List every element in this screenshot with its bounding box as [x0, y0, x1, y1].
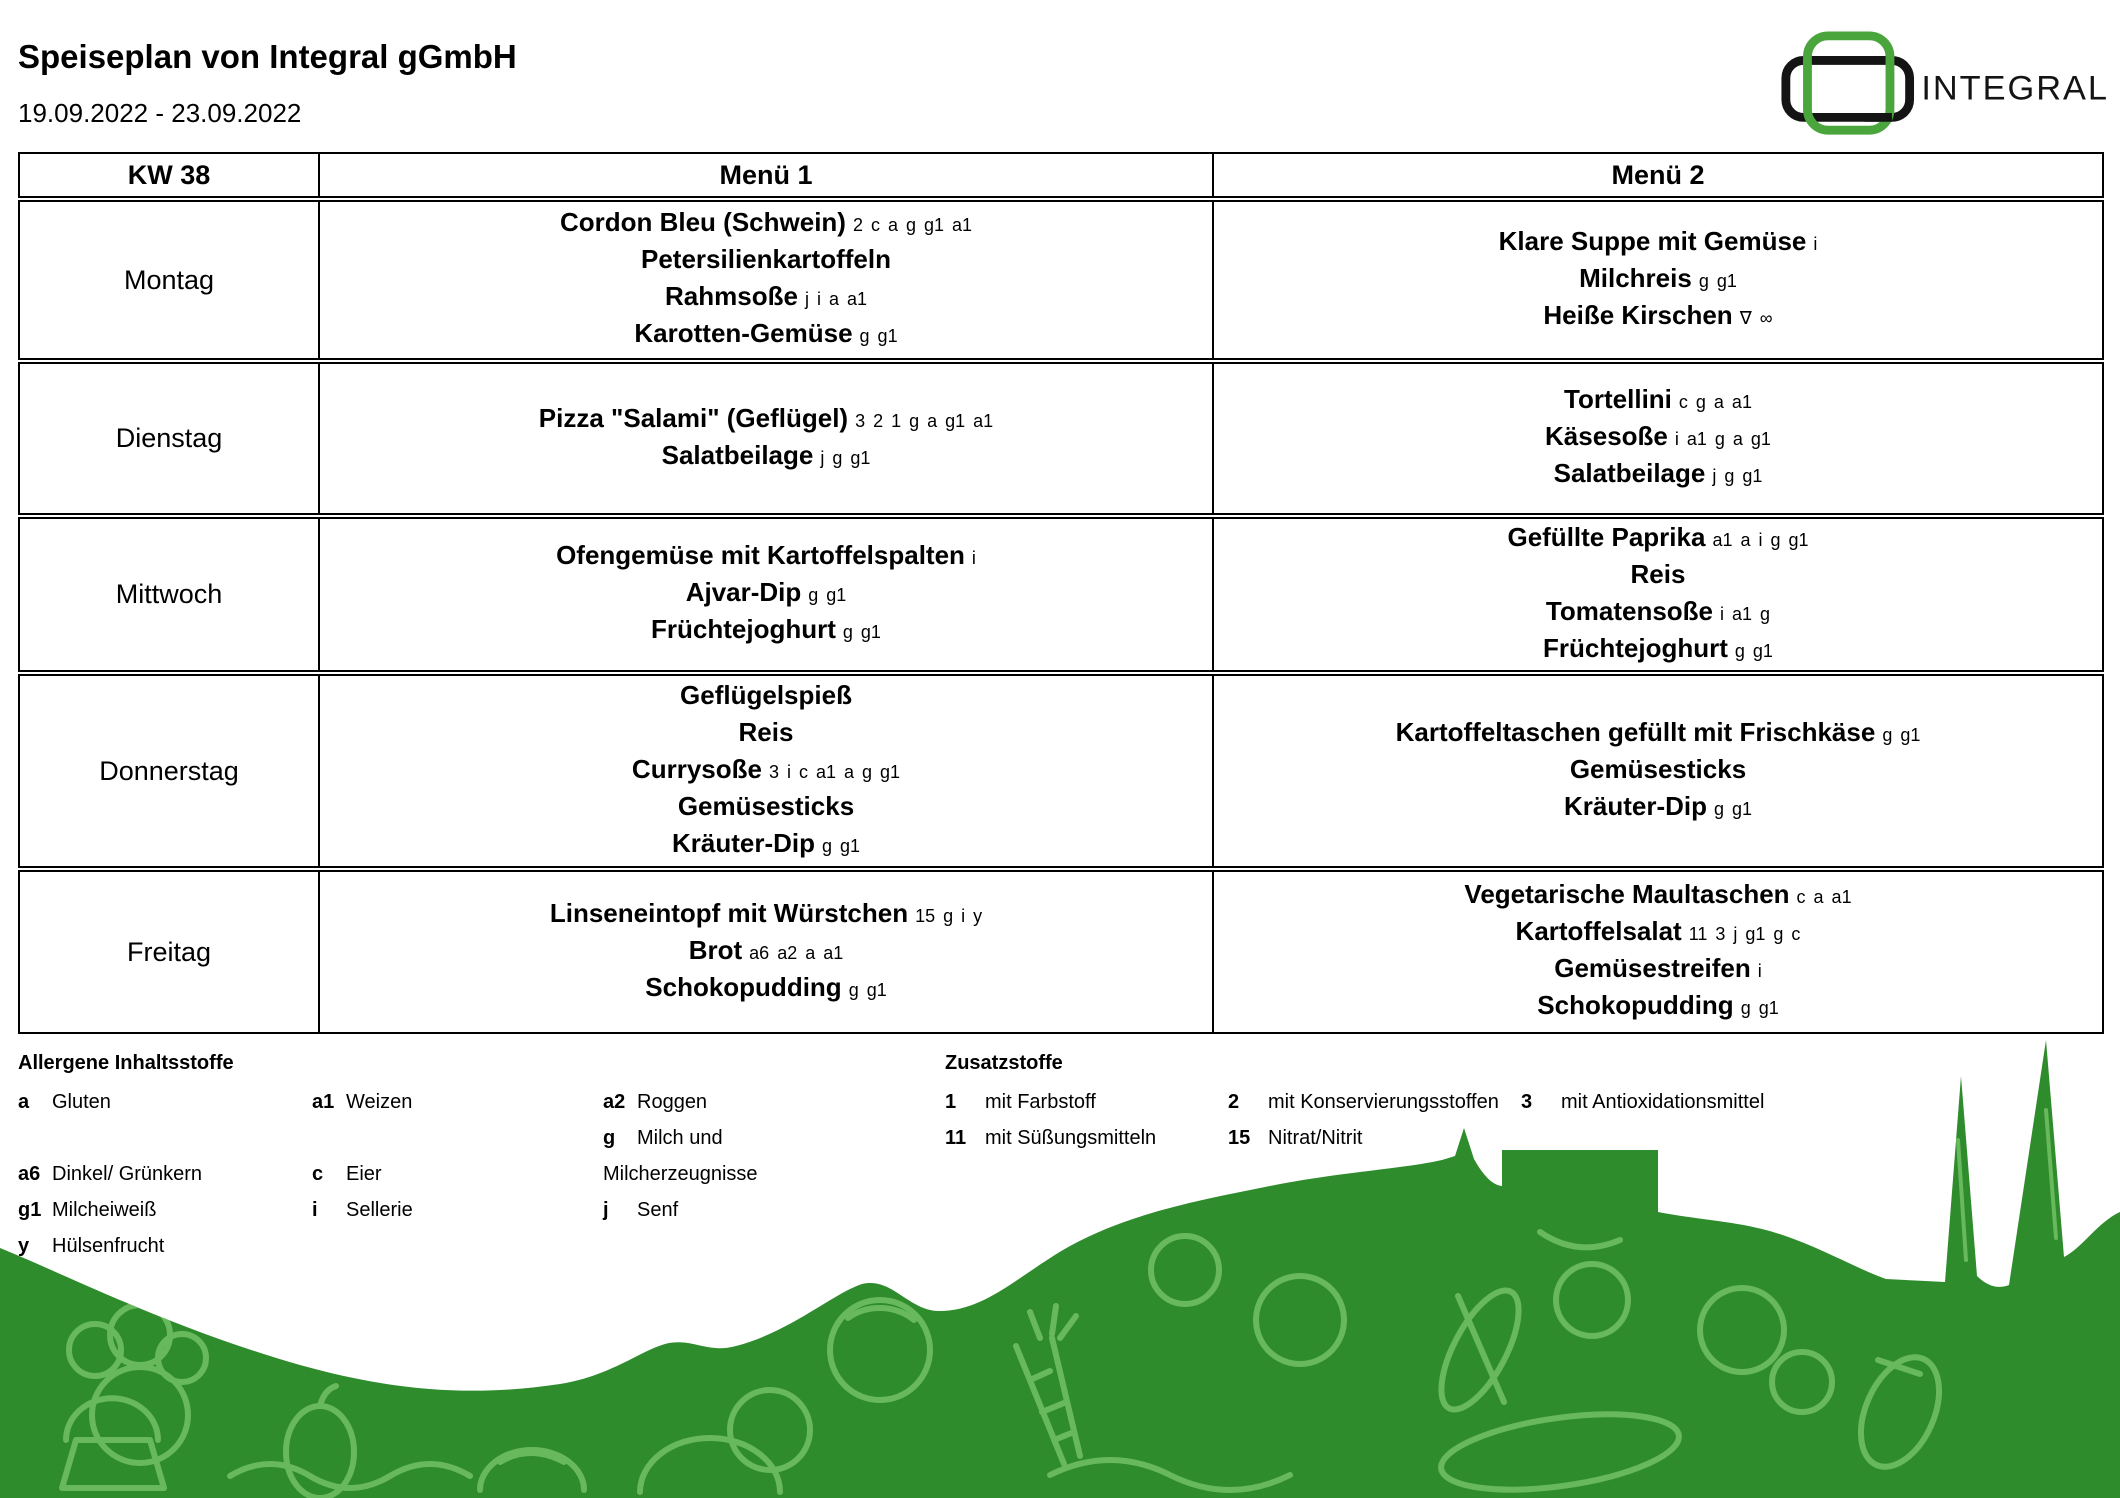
dish-codes: 2 c a g g1 a1 — [852, 215, 973, 235]
legend-code: j — [603, 1199, 609, 1221]
dish-codes: c g a a1 — [1678, 392, 1752, 412]
dish-name: Geflügelspieß — [680, 679, 852, 710]
menu-cell-1 — [319, 199, 1213, 361]
day-cell: Freitag — [19, 869, 319, 1033]
page-title: Speiseplan von Integral gGmbH — [18, 38, 517, 75]
menu-cell-1 — [319, 361, 1213, 516]
allergen-column-3 — [603, 1084, 813, 1228]
menu-table-body — [19, 199, 2103, 1033]
dish-codes: i — [971, 548, 976, 568]
table-row — [19, 199, 2103, 361]
column-header-week: KW 38 — [19, 153, 319, 199]
dish-name: Brot — [688, 934, 743, 965]
additives-column-2 — [1228, 1084, 1518, 1156]
dish-codes: 3 2 1 g a g1 a1 — [855, 410, 994, 431]
dish-line — [1214, 262, 2102, 299]
header-row — [19, 153, 2103, 199]
dish-codes: g g1 — [842, 622, 881, 642]
dish-name: Karotten-Gemüse — [634, 318, 853, 348]
menu-cell-1 — [319, 869, 1213, 1033]
menu-cell-2 — [1213, 516, 2103, 673]
dish-name: Currysoße — [631, 753, 762, 784]
legend-label: Weizen — [346, 1091, 413, 1113]
additives-legend-title: Zusatzstoffe — [945, 1052, 1063, 1074]
dish-codes: i a1 g — [1720, 603, 1771, 624]
dish-name: Kartoffelsalat — [1515, 916, 1682, 946]
dish-line — [320, 971, 1212, 1008]
legend-code: g1 — [18, 1199, 42, 1221]
allergen-legend-title: Allergene Inhaltsstoffe — [18, 1052, 234, 1074]
dish-name: Früchtejoghurt — [651, 614, 836, 644]
legend-item — [312, 1192, 587, 1228]
legend-code: 2 — [1228, 1091, 1240, 1113]
dish-name: Tomatensoße — [1545, 595, 1714, 626]
dish-codes: j g g1 — [820, 447, 871, 468]
menu-cell-2 — [1213, 361, 2103, 516]
dish-name: Schokopudding — [645, 971, 842, 1002]
dish-line — [320, 897, 1212, 934]
dish-line — [320, 827, 1212, 864]
dish-name: Salatbeilage — [1553, 458, 1706, 488]
dish-codes: c a a1 — [1796, 887, 1852, 907]
dish-line — [1214, 632, 2102, 669]
legend-label: Roggen — [637, 1091, 708, 1113]
dish-codes: g g1 — [1734, 640, 1773, 661]
legend-item — [603, 1192, 813, 1228]
legend-label: mit Konservierungsstoffen — [1268, 1091, 1499, 1113]
allergen-legend — [18, 1048, 878, 1278]
dish-codes: j i a a1 — [804, 289, 867, 309]
dish-name: Kartoffeltaschen gefüllt mit Frischkäse — [1395, 716, 1876, 747]
dish-codes: 15 g i y — [915, 905, 983, 926]
dish-line — [320, 934, 1212, 971]
menu-cell-2 — [1213, 199, 2103, 361]
dish-line — [1214, 753, 2102, 790]
legend-code: a2 — [603, 1091, 626, 1113]
dish-line — [1214, 952, 2102, 989]
date-range: 19.09.2022 - 23.09.2022 — [18, 98, 302, 128]
legend-code: i — [312, 1199, 318, 1221]
dish-name: Früchtejoghurt — [1543, 632, 1728, 663]
dish-line — [1214, 521, 2102, 558]
allergen-column-2 — [312, 1084, 587, 1228]
legend-label: mit Süßungsmitteln — [985, 1127, 1157, 1149]
dish-name: Klare Suppe mit Gemüse — [1498, 225, 1807, 256]
dish-line — [1214, 915, 2102, 952]
menu-cell-2 — [1213, 673, 2103, 869]
dish-line — [320, 317, 1212, 354]
day-cell: Montag — [19, 199, 319, 361]
dish-codes: g g1 — [1713, 798, 1753, 819]
legend-item — [312, 1156, 587, 1192]
legend-label: Gluten — [52, 1091, 111, 1113]
table-row — [19, 361, 2103, 516]
dish-line — [320, 679, 1212, 716]
dish-line — [320, 280, 1212, 317]
menu-cell-2 — [1213, 869, 2103, 1033]
dish-codes: g g1 — [1882, 724, 1921, 745]
dish-codes: g g1 — [808, 585, 847, 605]
dish-name: Milchreis — [1579, 262, 1692, 293]
legend-label: Nitrat/Nitrit — [1268, 1127, 1363, 1149]
dish-codes: i — [1813, 233, 1818, 254]
table-row — [19, 516, 2103, 673]
legend-label: mit Antioxidationsmittel — [1561, 1091, 1765, 1113]
dish-name: Tortellini — [1564, 384, 1672, 414]
day-cell: Donnerstag — [19, 673, 319, 869]
table-row — [19, 673, 2103, 869]
dish-name: Rahmsoße — [665, 281, 798, 311]
day-cell: Mittwoch — [19, 516, 319, 673]
dish-line — [1214, 383, 2102, 420]
dish-name: Gemüsesticks — [1569, 753, 1747, 784]
menu-cell-1 — [319, 673, 1213, 869]
integral-logo-text-glyph: INTEGRAL — [1921, 69, 2108, 108]
dish-codes: 11 3 j g1 g c — [1688, 924, 1801, 944]
legend-code: c — [312, 1163, 324, 1185]
legend-code: a1 — [312, 1091, 335, 1113]
legend-label: Dinkel/ Grünkern — [52, 1163, 203, 1185]
dish-name: Ofengemüse mit Kartoffelspalten — [556, 540, 965, 570]
legend-item — [312, 1084, 587, 1120]
legend-item — [1228, 1120, 1518, 1156]
dish-line — [1214, 595, 2102, 632]
additives-column-1 — [945, 1084, 1225, 1156]
dish-name: Heiße Kirschen — [1543, 299, 1733, 330]
legend-label: mit Farbstoff — [985, 1091, 1096, 1113]
dish-codes: a1 a i g g1 — [1712, 529, 1809, 550]
dish-codes: g g1 — [848, 979, 887, 1000]
dish-line — [320, 790, 1212, 827]
dish-line — [320, 402, 1212, 439]
legend-code: 1 — [945, 1091, 957, 1113]
integral-logo-icon — [1778, 26, 2108, 140]
legend-item — [18, 1084, 293, 1120]
legend-label: Sellerie — [346, 1199, 413, 1221]
integral-logo — [1778, 26, 2108, 140]
dish-line — [1214, 225, 2102, 262]
dish-codes: i — [1757, 961, 1762, 981]
legend-item — [18, 1156, 293, 1192]
dish-name: Linseneintopf mit Würstchen — [549, 897, 909, 928]
legend-label: Eier — [346, 1163, 382, 1185]
legend-item — [603, 1084, 813, 1120]
dish-name: Kräuter-Dip — [1563, 790, 1707, 821]
legend-item — [945, 1120, 1225, 1156]
dish-name: Ajvar-Dip — [685, 577, 802, 607]
legend-code: 15 — [1228, 1127, 1251, 1149]
dish-name: Cordon Bleu (Schwein) — [559, 207, 846, 237]
dish-name: Pizza "Salami" (Geflügel) — [538, 402, 849, 433]
day-cell: Dienstag — [19, 361, 319, 516]
dish-line — [320, 439, 1212, 476]
dish-name: Gefüllte Paprika — [1507, 521, 1706, 552]
dish-line — [1214, 878, 2102, 915]
legend-label: Hülsenfrucht — [52, 1235, 165, 1257]
legend-code: y — [18, 1235, 30, 1257]
dish-line — [1214, 790, 2102, 827]
column-header-menu2: Menü 2 — [1213, 153, 2103, 199]
column-header-menu1: Menü 1 — [319, 153, 1213, 199]
dish-name: Vegetarische Maultaschen — [1464, 879, 1790, 909]
dish-name: Gemüsestreifen — [1554, 953, 1751, 983]
dish-codes: g g1 — [859, 326, 898, 346]
dish-codes: g g1 — [1740, 998, 1779, 1018]
dish-line — [320, 753, 1212, 790]
legend-item — [603, 1120, 813, 1192]
dish-name: Käsesoße — [1545, 421, 1668, 451]
legend-code: a6 — [18, 1163, 41, 1185]
dish-line — [1214, 716, 2102, 753]
dish-line — [320, 206, 1212, 243]
menu-cell-1 — [319, 516, 1213, 673]
legend-item — [18, 1192, 293, 1228]
dish-name: Salatbeilage — [661, 439, 814, 470]
dish-codes: 3 i c a1 a g g1 — [768, 761, 901, 782]
legend-item — [945, 1084, 1225, 1120]
dish-codes: g g1 — [821, 835, 861, 856]
dish-codes: g g1 — [1698, 270, 1737, 291]
dish-name: Reis — [1630, 558, 1686, 589]
dish-name: Kräuter-Dip — [671, 827, 815, 858]
legend-label: Milcheiweiß — [52, 1199, 157, 1221]
legend-code: 11 — [945, 1127, 967, 1149]
additives-legend — [945, 1048, 2045, 1168]
legend-item — [18, 1228, 293, 1264]
dish-line — [320, 716, 1212, 753]
dish-line — [320, 576, 1212, 613]
dish-name: Petersilienkartoffeln — [641, 244, 891, 274]
dish-line — [1214, 299, 2102, 336]
legend-item — [1521, 1084, 1851, 1120]
dish-name: Schokopudding — [1537, 990, 1734, 1020]
menu-table-wrap — [18, 152, 2102, 1034]
dish-codes: j g g1 — [1712, 466, 1763, 486]
legend-item — [1228, 1084, 1518, 1120]
legend-code: a — [18, 1091, 30, 1113]
dish-line — [1214, 457, 2102, 494]
dish-name: Reis — [738, 716, 794, 747]
dish-codes: ∇ ∞ — [1739, 307, 1773, 328]
dish-line — [320, 539, 1212, 576]
dish-name: Gemüsesticks — [677, 790, 855, 821]
legend-code: 3 — [1521, 1091, 1533, 1113]
dish-line — [320, 243, 1212, 280]
allergen-column-1 — [18, 1084, 293, 1264]
legend-label: Milch und Milcherzeugnisse — [603, 1127, 758, 1185]
legend-label: Senf — [637, 1199, 679, 1221]
dish-codes: i a1 g a g1 — [1674, 429, 1771, 449]
dish-line — [1214, 420, 2102, 457]
additives-column-3 — [1521, 1084, 1851, 1120]
legend-code: g — [603, 1127, 616, 1149]
dish-line — [1214, 558, 2102, 595]
table-row — [19, 869, 2103, 1033]
menu-table — [18, 152, 2104, 1034]
dish-line — [320, 613, 1212, 650]
dish-codes: a6 a2 a a1 — [749, 942, 844, 963]
